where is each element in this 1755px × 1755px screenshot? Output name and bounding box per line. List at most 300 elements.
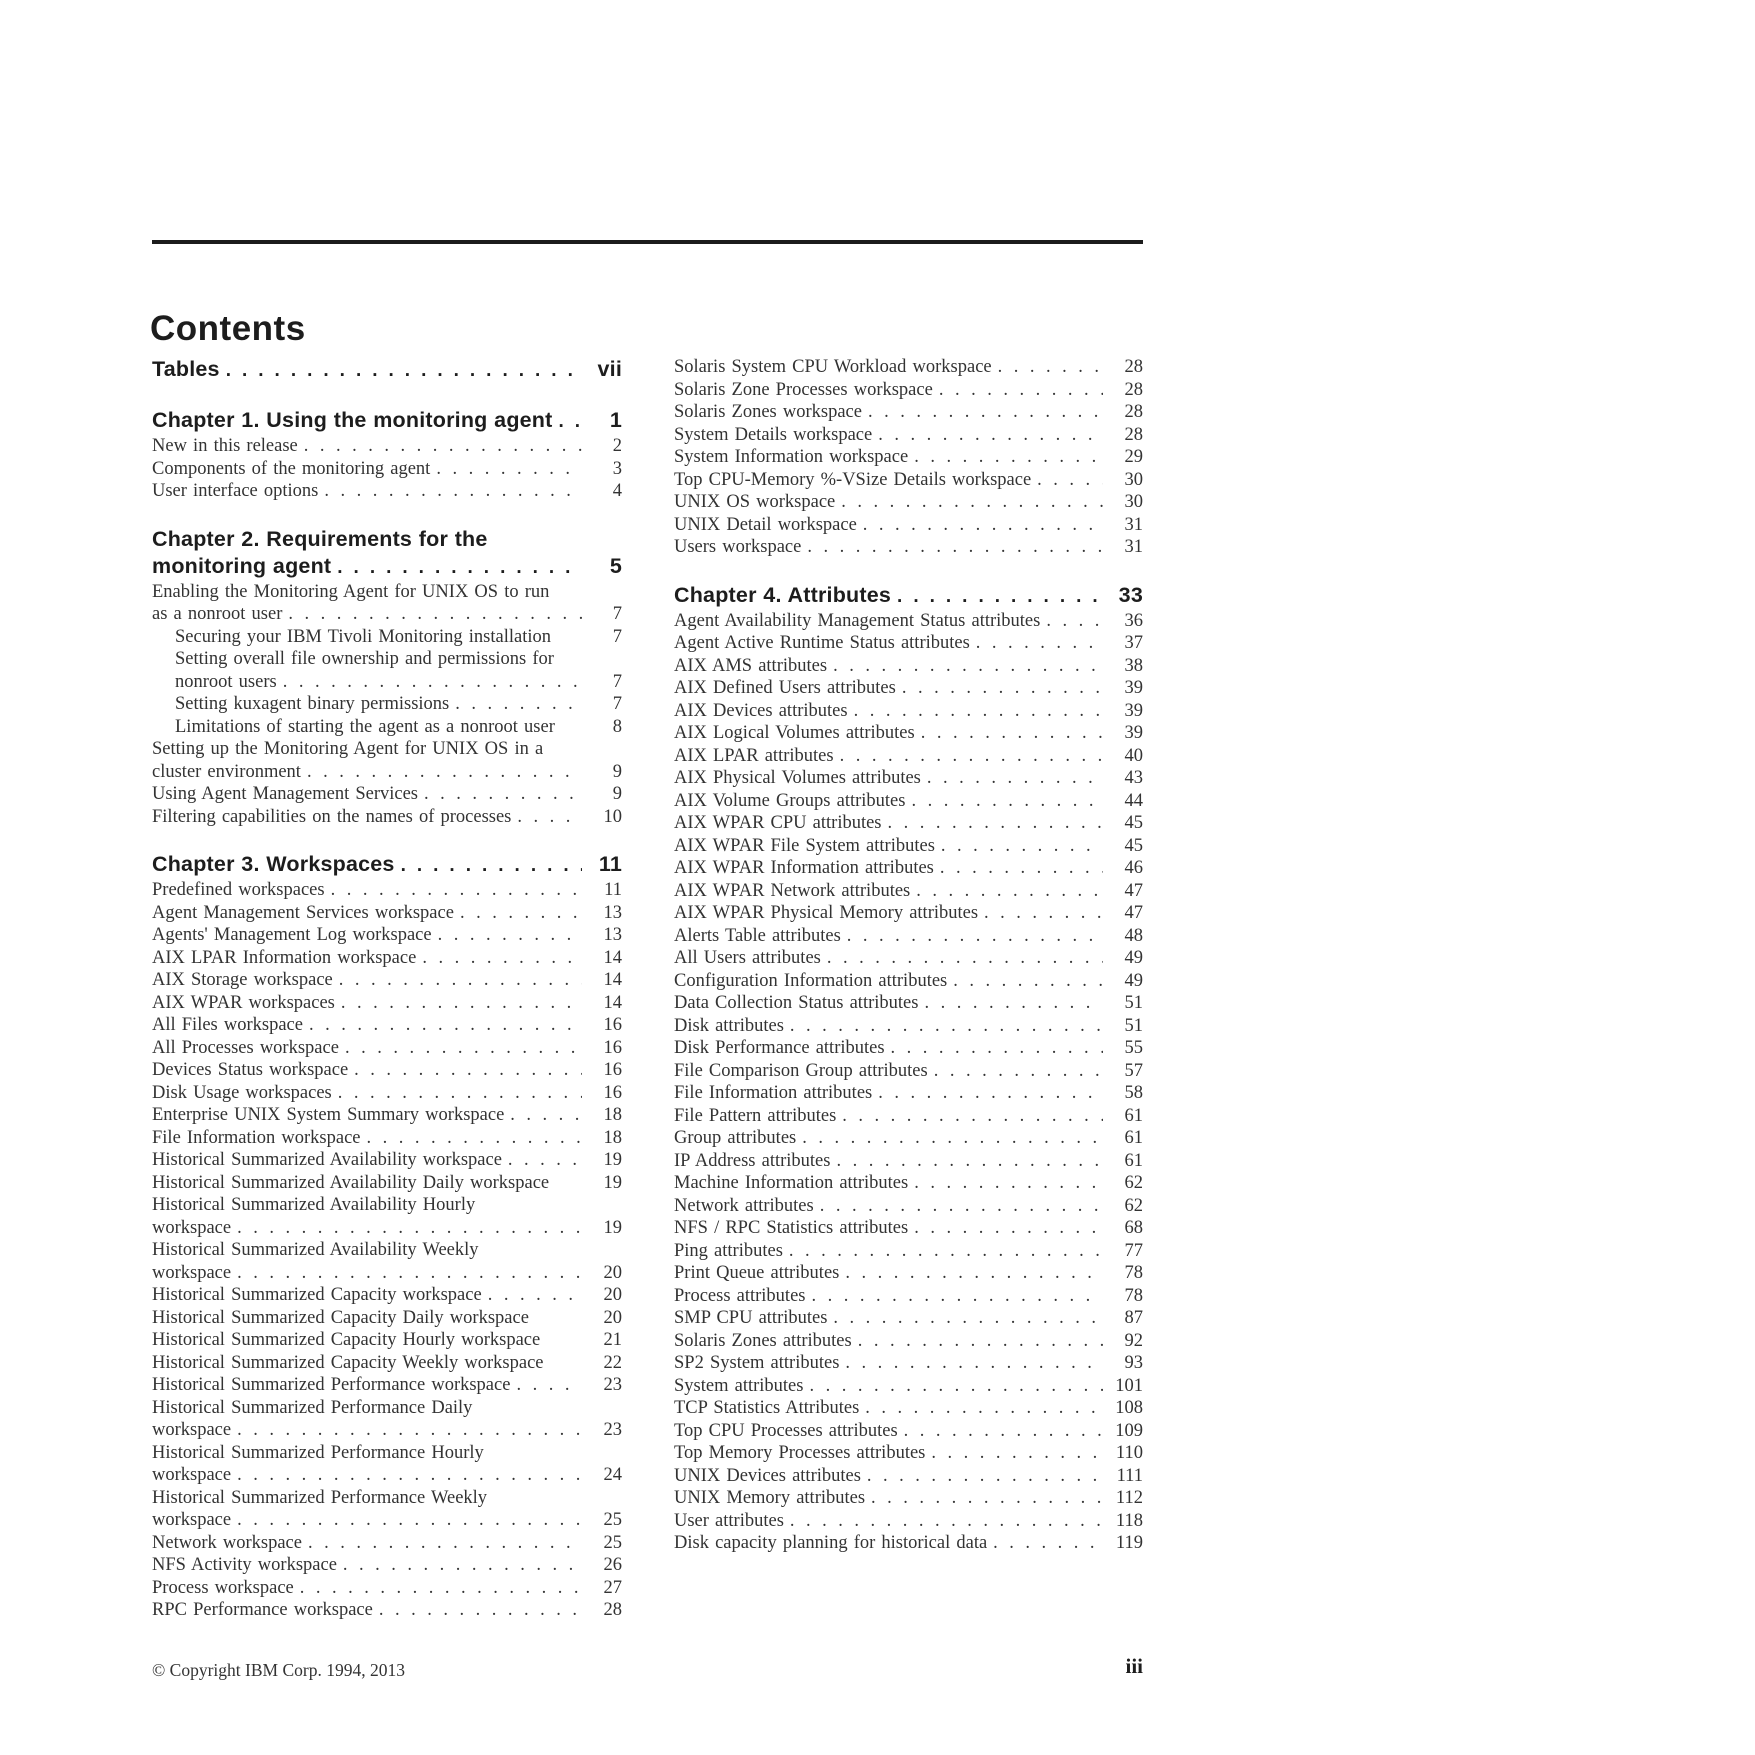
page-number: 4 xyxy=(612,481,622,501)
dot-leader xyxy=(504,1104,582,1127)
page-number: 18 xyxy=(603,1127,622,1148)
dot-leader xyxy=(992,356,1103,379)
entry-label: nonroot users xyxy=(175,671,277,692)
entry-label: Setting overall file ownership and permissions for xyxy=(175,649,554,669)
entry-label: Using Agent Management Services xyxy=(152,784,419,804)
entry-label: System Information workspace xyxy=(674,447,909,467)
toc-chapter-heading xyxy=(152,356,622,384)
entry-label: File Pattern attributes xyxy=(674,1105,837,1126)
entry-label: SP2 System attributes xyxy=(674,1353,840,1373)
entry-label: Chapter 3. Workspaces xyxy=(152,852,395,876)
toc-entry xyxy=(152,1059,622,1082)
toc-entry xyxy=(152,1037,622,1060)
entry-label: Solaris Zones attributes xyxy=(674,1330,852,1351)
page-number: 3 xyxy=(612,458,622,479)
entry-label: NFS / RPC Statistics attributes xyxy=(674,1218,909,1238)
toc-entry xyxy=(674,1510,1143,1533)
dot-leader xyxy=(551,626,582,649)
dot-leader xyxy=(544,1352,582,1375)
toc-entry xyxy=(674,446,1143,469)
toc-entry xyxy=(674,992,1143,1015)
dot-leader xyxy=(836,1105,1103,1128)
toc-entry xyxy=(674,1082,1143,1105)
dot-leader xyxy=(891,582,1103,610)
toc-entry xyxy=(152,1374,622,1397)
toc-entry xyxy=(674,1262,1143,1285)
page-number: 37 xyxy=(1124,633,1143,653)
dot-leader xyxy=(835,491,1103,514)
entry-label: AIX AMS attributes xyxy=(674,655,828,676)
dot-leader xyxy=(1031,469,1103,492)
toc-entry xyxy=(152,716,622,739)
entry-label: Print Queue attributes xyxy=(674,1263,840,1283)
dot-leader xyxy=(449,693,582,716)
page-number: 87 xyxy=(1124,1308,1143,1328)
dot-leader xyxy=(827,655,1103,678)
entry-label: New in this release xyxy=(152,436,298,456)
page-number: 61 xyxy=(1124,1128,1143,1148)
entry-label: NFS Activity workspace xyxy=(152,1555,337,1575)
dot-leader xyxy=(918,992,1103,1015)
entry-label: SMP CPU attributes xyxy=(674,1308,828,1328)
dot-leader xyxy=(454,902,582,925)
toc-chapter-heading xyxy=(152,526,622,581)
page-number: 57 xyxy=(1124,1060,1143,1081)
toc-entry xyxy=(152,1329,622,1352)
page-number: 36 xyxy=(1124,610,1143,631)
entry-label: Historical Summarized Performance Hourly xyxy=(152,1442,484,1463)
entry-label: Data Collection Status attributes xyxy=(674,993,919,1013)
dot-leader xyxy=(848,700,1103,723)
toc-entry xyxy=(674,1442,1143,1465)
page-number: 111 xyxy=(1116,1465,1143,1486)
page-number: 14 xyxy=(603,992,622,1013)
page-number: 27 xyxy=(603,1577,622,1598)
page-number: 48 xyxy=(1124,925,1143,946)
toc-entry xyxy=(152,947,622,970)
toc-entry xyxy=(152,992,622,1015)
toc-entry xyxy=(152,1442,622,1487)
entry-label: Ping attributes xyxy=(674,1240,783,1261)
entry-label: Enabling the Monitoring Agent for UNIX OS to run xyxy=(152,581,550,602)
toc-entry xyxy=(152,1194,622,1239)
page-number: 7 xyxy=(612,671,622,692)
toc-columns xyxy=(152,356,1143,1622)
page-folio: iii xyxy=(1125,1654,1143,1678)
dot-leader xyxy=(325,879,582,902)
entry-label: Top CPU-Memory %-VSize Details workspace xyxy=(674,469,1032,490)
toc-entry xyxy=(674,767,1143,790)
dot-leader xyxy=(784,1510,1103,1533)
dot-leader xyxy=(784,1015,1103,1038)
toc-entry xyxy=(152,1397,622,1442)
page-number: 46 xyxy=(1124,858,1143,878)
page-number: 8 xyxy=(612,716,622,737)
dot-leader xyxy=(540,1329,582,1352)
dot-leader xyxy=(549,1172,582,1195)
page-number: 28 xyxy=(1124,357,1143,377)
toc-left-column xyxy=(152,356,622,1622)
page-number: 7 xyxy=(612,694,622,714)
toc-entry xyxy=(152,924,622,947)
page-number: 55 xyxy=(1124,1038,1143,1058)
entry-label: Disk Performance attributes xyxy=(674,1038,885,1058)
toc-entry xyxy=(674,902,1143,925)
toc-entry xyxy=(152,1554,622,1577)
page-number: 110 xyxy=(1115,1443,1143,1463)
entry-label: RPC Performance workspace xyxy=(152,1600,373,1620)
entry-label: AIX Logical Volumes attributes xyxy=(674,723,915,743)
entry-label: File Information workspace xyxy=(152,1127,361,1148)
entry-label: Disk capacity planning for historical data xyxy=(674,1533,988,1553)
toc-entry xyxy=(674,379,1143,402)
dot-leader xyxy=(908,446,1103,469)
entry-label: Setting kuxagent binary permissions xyxy=(175,694,450,714)
entry-label: Disk Usage workspaces xyxy=(152,1082,332,1103)
entry-label: Filtering capabilities on the names of processes xyxy=(152,806,512,827)
toc-entry xyxy=(152,1149,622,1172)
page-number: 62 xyxy=(1124,1195,1143,1216)
entry-label: Historical Summarized Performance Weekly xyxy=(152,1487,488,1508)
toc-entry xyxy=(674,1037,1143,1060)
entry-label: Network attributes xyxy=(674,1195,814,1216)
entry-label: Setting up the Monitoring Agent for UNIX OS in a xyxy=(152,739,544,759)
entry-label: Machine Information attributes xyxy=(674,1173,909,1193)
entry-label: Disk attributes xyxy=(674,1015,784,1036)
entry-label: Solaris System CPU Workload workspace xyxy=(674,357,992,377)
page-number: 14 xyxy=(603,970,622,990)
page-number: 30 xyxy=(1124,492,1143,512)
toc-entry xyxy=(674,1465,1143,1488)
page-number: 49 xyxy=(1124,970,1143,991)
entry-label: All Processes workspace xyxy=(152,1037,339,1058)
toc-entry xyxy=(674,1105,1143,1128)
toc-chapter-heading xyxy=(152,851,622,879)
page-number: 31 xyxy=(1124,514,1143,535)
toc-entry xyxy=(674,790,1143,813)
page-number: 25 xyxy=(603,1510,622,1530)
dot-leader xyxy=(806,1285,1104,1308)
entry-label: Predefined workspaces xyxy=(152,880,325,900)
toc-entry xyxy=(674,970,1143,993)
entry-label: Historical Summarized Performance Daily xyxy=(152,1397,473,1418)
dot-leader xyxy=(841,925,1103,948)
page-number: 21 xyxy=(603,1330,622,1350)
page-number: 47 xyxy=(1124,903,1143,923)
dot-leader xyxy=(801,536,1103,559)
toc-chapter-heading xyxy=(674,582,1143,610)
entry-label: Network workspace xyxy=(152,1532,302,1553)
entry-label: Group attributes xyxy=(674,1128,797,1148)
toc-entry xyxy=(674,610,1143,633)
toc-entry xyxy=(674,857,1143,880)
toc-entry xyxy=(152,1599,622,1622)
dot-leader xyxy=(418,783,582,806)
entry-label: Configuration Information attributes xyxy=(674,970,948,991)
dot-leader xyxy=(839,1262,1103,1285)
dot-leader xyxy=(432,924,582,947)
dot-leader xyxy=(796,1127,1103,1150)
dot-leader xyxy=(511,806,582,829)
entry-label: workspace xyxy=(152,1420,232,1440)
toc-entry xyxy=(674,1487,1143,1510)
entry-label: Limitations of starting the agent as a nonroot user xyxy=(175,716,555,737)
page-number: 92 xyxy=(1124,1330,1143,1351)
entry-label: AIX LPAR Information workspace xyxy=(152,947,417,968)
page-number: 112 xyxy=(1115,1488,1143,1508)
page-number: 7 xyxy=(612,604,622,624)
entry-label: AIX LPAR attributes xyxy=(674,745,834,766)
dot-leader xyxy=(803,1375,1103,1398)
dot-leader xyxy=(827,1307,1103,1330)
toc-right-column xyxy=(674,356,1143,1622)
page-number: 13 xyxy=(603,925,622,945)
toc-entry xyxy=(674,1060,1143,1083)
toc-entry xyxy=(674,1375,1143,1398)
entry-label: Solaris Zones workspace xyxy=(674,402,862,422)
entry-label: Users workspace xyxy=(674,537,802,557)
dot-leader xyxy=(910,880,1103,903)
page-number: 40 xyxy=(1124,745,1143,766)
dot-leader xyxy=(529,1307,582,1330)
toc-entry xyxy=(152,581,622,626)
entry-label: workspace xyxy=(152,1510,232,1530)
entry-label: Historical Summarized Availability workspace xyxy=(152,1150,502,1170)
page-number: 49 xyxy=(1124,948,1143,968)
entry-label: AIX WPAR workspaces xyxy=(152,992,335,1013)
entry-label: User attributes xyxy=(674,1510,784,1531)
dot-leader xyxy=(861,1465,1103,1488)
toc-entry xyxy=(152,1352,622,1375)
toc-entry xyxy=(152,1307,622,1330)
entry-label: IP Address attributes xyxy=(674,1150,831,1171)
dot-leader xyxy=(231,1419,582,1442)
entry-label: AIX Devices attributes xyxy=(674,700,848,721)
toc-entry xyxy=(674,812,1143,835)
dot-leader xyxy=(896,677,1103,700)
dot-leader xyxy=(865,1487,1103,1510)
entry-label: Historical Summarized Capacity Hourly workspace xyxy=(152,1330,541,1350)
page-number: 28 xyxy=(603,1600,622,1620)
toc-entry xyxy=(152,738,622,783)
entry-label: workspace xyxy=(152,1217,232,1238)
page-number: 11 xyxy=(598,852,622,876)
toc-entry xyxy=(152,783,622,806)
toc-entry xyxy=(674,1150,1143,1173)
dot-leader xyxy=(416,947,582,970)
dot-leader xyxy=(231,1464,582,1487)
toc-entry xyxy=(674,632,1143,655)
toc-entry xyxy=(152,806,622,829)
page-number: 62 xyxy=(1124,1173,1143,1193)
toc-entry xyxy=(674,880,1143,903)
page-number: 61 xyxy=(1124,1150,1143,1171)
toc-entry xyxy=(674,655,1143,678)
dot-leader xyxy=(933,379,1103,402)
page-number: 101 xyxy=(1115,1375,1143,1396)
page-number: 58 xyxy=(1124,1083,1143,1103)
dot-leader xyxy=(882,812,1103,835)
page-title: Contents xyxy=(150,309,306,349)
entry-label: Historical Summarized Availability Daily workspace xyxy=(152,1172,550,1193)
page-number: 22 xyxy=(603,1352,622,1373)
dot-leader xyxy=(1040,610,1103,633)
dot-leader xyxy=(987,1532,1103,1555)
dot-leader xyxy=(908,1217,1103,1240)
page-number: 19 xyxy=(603,1150,622,1170)
entry-label: Agents' Management Log workspace xyxy=(152,925,432,945)
dot-leader xyxy=(978,902,1103,925)
dot-leader xyxy=(220,356,582,384)
dot-leader xyxy=(934,857,1103,880)
toc-entry xyxy=(152,902,622,925)
page-number: vii xyxy=(597,357,622,381)
toc-entry xyxy=(674,1285,1143,1308)
dot-leader xyxy=(302,1532,582,1555)
dot-leader xyxy=(361,1127,583,1150)
dot-leader xyxy=(298,435,582,458)
page-number: 16 xyxy=(603,1060,622,1080)
dot-leader xyxy=(553,407,582,435)
toc-entry xyxy=(674,700,1143,723)
dot-leader xyxy=(947,970,1103,993)
entry-label: Tables xyxy=(152,357,220,381)
toc-entry xyxy=(674,722,1143,745)
toc-entry xyxy=(674,745,1143,768)
dot-leader xyxy=(430,458,582,481)
toc-entry xyxy=(152,879,622,902)
page-number: 77 xyxy=(1124,1240,1143,1261)
entry-label: All Files workspace xyxy=(152,1015,303,1035)
dot-leader xyxy=(502,1149,582,1172)
page-number: 7 xyxy=(612,626,622,647)
dot-leader xyxy=(921,767,1103,790)
toc-entry xyxy=(152,969,622,992)
page-number: 16 xyxy=(603,1037,622,1058)
entry-label: Agent Active Runtime Status attributes xyxy=(674,633,970,653)
dot-leader xyxy=(373,1599,582,1622)
page-number: 20 xyxy=(603,1262,622,1283)
toc-entry xyxy=(674,947,1143,970)
toc-entry xyxy=(152,435,622,458)
dot-leader xyxy=(333,969,582,992)
toc-entry xyxy=(152,648,622,693)
entry-label: Components of the monitoring agent xyxy=(152,458,431,479)
toc-entry xyxy=(674,1307,1143,1330)
toc-entry xyxy=(674,1330,1143,1353)
toc-entry xyxy=(674,1195,1143,1218)
dot-leader xyxy=(839,1352,1103,1375)
page-number: 109 xyxy=(1115,1420,1143,1441)
page-number: 119 xyxy=(1115,1533,1143,1553)
entry-label: Enterprise UNIX System Summary workspace xyxy=(152,1105,505,1125)
dot-leader xyxy=(332,1082,582,1105)
toc-entry xyxy=(674,835,1143,858)
page-number: 23 xyxy=(603,1420,622,1440)
dot-leader xyxy=(395,851,582,879)
page-number: 16 xyxy=(603,1015,622,1035)
entry-label: AIX WPAR Physical Memory attributes xyxy=(674,903,979,923)
dot-leader xyxy=(905,790,1103,813)
page-number: 68 xyxy=(1124,1218,1143,1238)
entry-label: cluster environment xyxy=(152,761,301,782)
entry-label: Chapter 1. Using the monitoring agent xyxy=(152,408,553,432)
entry-label: Historical Summarized Capacity Weekly workspace xyxy=(152,1352,544,1373)
page-number: 108 xyxy=(1115,1398,1143,1418)
toc-chapter-heading xyxy=(152,407,622,435)
dot-leader xyxy=(282,603,582,626)
entry-label: AIX WPAR File System attributes xyxy=(674,835,935,856)
dot-leader xyxy=(830,1150,1103,1173)
toc-entry xyxy=(152,626,622,649)
page-number: 13 xyxy=(603,902,622,923)
toc-entry xyxy=(674,1397,1143,1420)
entry-label: AIX WPAR Network attributes xyxy=(674,880,911,901)
page-number: 14 xyxy=(603,947,622,968)
entry-label: Historical Summarized Performance workspace xyxy=(152,1375,511,1395)
page-number: 2 xyxy=(612,436,622,456)
entry-label: TCP Statistics Attributes xyxy=(674,1398,860,1418)
page-number: 28 xyxy=(1124,424,1143,445)
entry-label: AIX Physical Volumes attributes xyxy=(674,768,921,788)
page-number: 5 xyxy=(609,553,622,578)
page-number: 16 xyxy=(603,1082,622,1103)
page-number: 51 xyxy=(1124,1015,1143,1036)
entry-label: as a nonroot user xyxy=(152,604,283,624)
entry-label: File Information attributes xyxy=(674,1083,873,1103)
page-number: 18 xyxy=(603,1105,622,1125)
entry-label: Historical Summarized Capacity workspace xyxy=(152,1285,482,1305)
entry-label: User interface options xyxy=(152,481,319,501)
header-rule xyxy=(152,240,1143,244)
toc-entry xyxy=(152,1127,622,1150)
toc-entry xyxy=(674,401,1143,424)
page-number: 19 xyxy=(603,1217,622,1238)
page-number: 20 xyxy=(603,1307,622,1328)
copyright-notice: © Copyright IBM Corp. 1994, 2013 xyxy=(152,1660,405,1680)
entry-label: System attributes xyxy=(674,1375,804,1396)
dot-leader xyxy=(303,1014,582,1037)
dot-leader xyxy=(231,1262,582,1285)
page-number: 30 xyxy=(1124,469,1143,490)
entry-label: Securing your IBM Tivoli Monitoring installation xyxy=(175,626,551,647)
dot-leader xyxy=(510,1374,582,1397)
entry-label: AIX Volume Groups attributes xyxy=(674,790,906,811)
dot-leader xyxy=(231,1509,582,1532)
page-number: 45 xyxy=(1124,835,1143,856)
toc-entry xyxy=(152,1577,622,1600)
entry-label: Top CPU Processes attributes xyxy=(674,1420,898,1441)
toc-entry xyxy=(674,677,1143,700)
dot-leader xyxy=(814,1195,1103,1218)
entry-label: UNIX Devices attributes xyxy=(674,1465,861,1486)
toc-entry xyxy=(152,1487,622,1532)
dot-leader xyxy=(925,1442,1103,1465)
page-number: 51 xyxy=(1124,993,1143,1013)
page-number: 25 xyxy=(603,1532,622,1553)
page-number: 39 xyxy=(1124,700,1143,721)
page-number: 118 xyxy=(1115,1510,1143,1531)
toc-entry xyxy=(674,514,1143,537)
page-number: 9 xyxy=(612,784,622,804)
dot-leader xyxy=(872,1082,1103,1105)
page-number: 38 xyxy=(1124,655,1143,676)
entry-label: Agent Management Services workspace xyxy=(152,902,454,923)
page-number: 26 xyxy=(603,1555,622,1575)
entry-label: Historical Summarized Availability Hourly xyxy=(152,1195,476,1215)
dot-leader xyxy=(348,1059,582,1082)
dot-leader xyxy=(783,1240,1103,1263)
